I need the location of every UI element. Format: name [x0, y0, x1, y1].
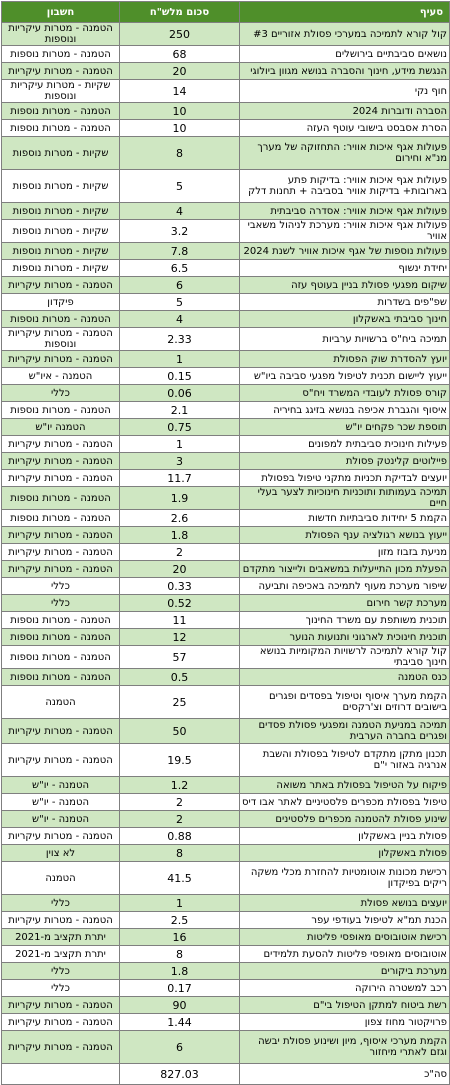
table-row [2, 402, 450, 419]
header-item: סעיף [240, 2, 450, 23]
cell-item: פסולת בניין באשקלון [240, 828, 450, 845]
cell-amount: 68 [120, 46, 240, 63]
cell-amount: 6 [120, 277, 240, 294]
table-row [2, 368, 450, 385]
cell-amount: 2 [120, 811, 240, 828]
cell-amount: 8 [120, 946, 240, 963]
table-row [2, 612, 450, 629]
cell-amount: 5 [120, 294, 240, 311]
table-row [2, 946, 450, 963]
cell-account: כללי [2, 385, 120, 402]
cell-item: יועצים בנושא פסולת [240, 895, 450, 912]
cell-account: שקיות - מטרות נוספות [2, 260, 120, 277]
cell-amount: 7.8 [120, 243, 240, 260]
cell-account: הטמנה - מטרות עיקריות [2, 1031, 120, 1064]
table-row [2, 1014, 450, 1031]
cell-account: הטמנה - יו"ש [2, 777, 120, 794]
cell-account: כללי [2, 980, 120, 997]
table-row [2, 220, 450, 243]
cell-item: נושאים סביבתיים בירושלים [240, 46, 450, 63]
table-row [2, 328, 450, 351]
cell-item: רכב למשטרה הירוקה [240, 980, 450, 997]
table-row [2, 980, 450, 997]
cell-amount: 1.8 [120, 963, 240, 980]
cell-amount: 1 [120, 895, 240, 912]
cell-amount: 0.06 [120, 385, 240, 402]
cell-item: יועצים לבדיקת תכניות מתקני טיפול בפסולת [240, 470, 450, 487]
cell-item: רשת ביטוח למתקן הטיפול בי"ם [240, 997, 450, 1014]
table-row [2, 561, 450, 578]
cell-item: כנס הטמנה [240, 669, 450, 686]
cell-item: הפעלת מכון התייעלות במשאבים ולייצור מתקדם [240, 561, 450, 578]
cell-account: הטמנה - מטרות נוספות [2, 629, 120, 646]
table-row [2, 811, 450, 828]
cell-account: שקיות - מטרות נוספות [2, 137, 120, 170]
table-row [2, 487, 450, 510]
cell-amount: 4 [120, 203, 240, 220]
cell-account: הטמנה - מטרות עיקריות [2, 453, 120, 470]
cell-account: הטמנה - מטרות עיקריות [2, 277, 120, 294]
cell-account: שקיות - מטרות נוספות [2, 220, 120, 243]
table-row [2, 544, 450, 561]
table-row [2, 419, 450, 436]
cell-amount: 0.17 [120, 980, 240, 997]
cell-account: שקיות - מטרות נוספות [2, 243, 120, 260]
cell-account: הטמנה - מטרות עיקריות [2, 544, 120, 561]
table-row [2, 719, 450, 744]
cell-amount: 1.2 [120, 777, 240, 794]
table-row [2, 997, 450, 1014]
cell-amount: 11.7 [120, 470, 240, 487]
cell-amount: 5 [120, 170, 240, 203]
table-row [2, 527, 450, 544]
table-row [2, 203, 450, 220]
cell-item: שפ"פים בשדרות [240, 294, 450, 311]
table-row [2, 510, 450, 527]
table-row [2, 963, 450, 980]
table-row [2, 46, 450, 63]
table-row [2, 686, 450, 719]
table-row [2, 453, 450, 470]
total-row [2, 1064, 450, 1085]
table-row [2, 170, 450, 203]
table-row [2, 578, 450, 595]
cell-item: פסולת באשקלון [240, 845, 450, 862]
cell-amount: 0.5 [120, 669, 240, 686]
table-row [2, 385, 450, 402]
cell-item: פעולות אגף איכות אוויר: אסדרה סביבתית [240, 203, 450, 220]
table-row [2, 311, 450, 328]
cell-amount: 2.5 [120, 912, 240, 929]
cell-item: איסוף והגברת אכיפה בנושא בזיגג בחיריה [240, 402, 450, 419]
cell-amount: 8 [120, 137, 240, 170]
cell-amount: 2 [120, 544, 240, 561]
cell-amount: 19.5 [120, 744, 240, 777]
cell-account: הטמנה [2, 686, 120, 719]
table-row [2, 862, 450, 895]
cell-item: פרויקטור מחוז צפון [240, 1014, 450, 1031]
cell-amount: 0.33 [120, 578, 240, 595]
cell-account: הטמנה - מטרות עיקריות [2, 527, 120, 544]
table-row [2, 260, 450, 277]
cell-amount: 0.15 [120, 368, 240, 385]
cell-item: חינוך סביבתי באשקלון [240, 311, 450, 328]
cell-account: הטמנה - מטרות עיקריות [2, 470, 120, 487]
cell-amount: 1.9 [120, 487, 240, 510]
cell-item: הקמת מערך איסוף וטיפול בפסדים ופגרים בישובים דרוזים וצ'רקסים [240, 686, 450, 719]
cell-account: יתרת תקציב מ-2021 [2, 929, 120, 946]
cell-amount: 2.1 [120, 402, 240, 419]
cell-account: שקיות - מטרות עיקריות ונוספות [2, 80, 120, 103]
cell-amount: 20 [120, 63, 240, 80]
table-row [2, 103, 450, 120]
cell-amount: 2.33 [120, 328, 240, 351]
cell-account: הטמנה - מטרות עיקריות ונוספות [2, 328, 120, 351]
cell-amount: 20 [120, 561, 240, 578]
cell-amount: 0.88 [120, 828, 240, 845]
cell-account: הטמנה - מטרות עיקריות ונוספות [2, 23, 120, 46]
cell-account: פיקדון [2, 294, 120, 311]
cell-amount: 8 [120, 845, 240, 862]
table-row [2, 828, 450, 845]
table-row [2, 294, 450, 311]
cell-item: תוספת שכר פקחים יו"ש [240, 419, 450, 436]
cell-amount: 250 [120, 23, 240, 46]
cell-item: הקמת 5 יחידות סביבתיות חדשות [240, 510, 450, 527]
total-amount: 827.03 [120, 1064, 240, 1085]
cell-account: כללי [2, 963, 120, 980]
table-row [2, 23, 450, 46]
cell-amount: 57 [120, 646, 240, 669]
cell-account: לא צוין [2, 845, 120, 862]
cell-account: הטמנה - מטרות נוספות [2, 46, 120, 63]
table-row [2, 777, 450, 794]
table-row [2, 120, 450, 137]
table-row [2, 470, 450, 487]
cell-amount: 6 [120, 1031, 240, 1064]
cell-amount: 16 [120, 929, 240, 946]
cell-account: כללי [2, 895, 120, 912]
cell-amount: 3.2 [120, 220, 240, 243]
cell-item: רכישת אוטובוסים מאופסי פליטות [240, 929, 450, 946]
cell-item: תוכנית משותפת עם משרד החינוך [240, 612, 450, 629]
header-amount: סכום מלש"ח [120, 2, 240, 23]
cell-account: הטמנה - מטרות נוספות [2, 646, 120, 669]
cell-item: שינוע פסולת להטמנה מכפרים פלסטינים [240, 811, 450, 828]
table-row [2, 895, 450, 912]
cell-amount: 6.5 [120, 260, 240, 277]
cell-account: הטמנה - מטרות נוספות [2, 669, 120, 686]
table-row [2, 137, 450, 170]
table-row [2, 669, 450, 686]
cell-item: רכישת מכונות אוטומטיות להחזרת מכלי משקה ריקים בפיקדון [240, 862, 450, 895]
total-label: סה"כ [240, 1064, 450, 1085]
cell-item: פיילוטים קלינטק פסולת [240, 453, 450, 470]
table-row [2, 80, 450, 103]
cell-account: כללי [2, 595, 120, 612]
cell-account: יתרת תקציב מ-2021 [2, 946, 120, 963]
cell-account: הטמנה - מטרות נוספות [2, 120, 120, 137]
cell-amount: 0.52 [120, 595, 240, 612]
table-row [2, 744, 450, 777]
cell-item: חוף נקי [240, 80, 450, 103]
cell-account: הטמנה - מטרות עיקריות [2, 912, 120, 929]
cell-amount: 11 [120, 612, 240, 629]
cell-amount: 25 [120, 686, 240, 719]
cell-amount: 41.5 [120, 862, 240, 895]
cell-item: תמיכה ביח"ס ברשויות ערביות [240, 328, 450, 351]
cell-item: קול קורא לתמיכה לרשויות המקומיות בנושא חינוך סביבתי [240, 646, 450, 669]
cell-item: קול קורא לתמיכה במערכי פסולת אזוריים #3 [240, 23, 450, 46]
cell-item: פעולות נוספות של אגף איכות אוויר לשנת 2024 [240, 243, 450, 260]
cell-amount: 0.75 [120, 419, 240, 436]
cell-item: הקמת מערכי איסוף, מיון ושינוע פסולת יבשה וגזם לאתרי מיחזור [240, 1031, 450, 1064]
cell-account: הטמנה - איו"ש [2, 368, 120, 385]
cell-account: הטמנה - יו"ש [2, 811, 120, 828]
cell-account: הטמנה יו"ש [2, 419, 120, 436]
cell-account: הטמנה - מטרות עיקריות [2, 63, 120, 80]
cell-amount: 1 [120, 351, 240, 368]
cell-amount: 90 [120, 997, 240, 1014]
cell-item: תמיכה בעמותות ותוכניות חינוכיות לצער בעלי חיים [240, 487, 450, 510]
cell-amount: 14 [120, 80, 240, 103]
table-row [2, 912, 450, 929]
cell-account: הטמנה - מטרות עיקריות [2, 1014, 120, 1031]
header-account: חשבון [2, 2, 120, 23]
table-row [2, 629, 450, 646]
cell-account: שקיות - מטרות נוספות [2, 203, 120, 220]
cell-account: הטמנה - מטרות עיקריות [2, 828, 120, 845]
total-account [2, 1064, 120, 1085]
cell-amount: 1 [120, 436, 240, 453]
cell-item: קורס פסולת לעובדי המשרד ויח"ס [240, 385, 450, 402]
cell-account: הטמנה - מטרות נוספות [2, 311, 120, 328]
cell-item: הסרת אסבסט בישובי עוטף העזה [240, 120, 450, 137]
cell-account: הטמנה - מטרות עיקריות [2, 744, 120, 777]
cell-item: הנגשת מידע, חינוך והסברה בנושא מגוון ביולוגי [240, 63, 450, 80]
cell-item: טיפול בפסולת מכפרים פלסטיניים לאתר אבו דיס [240, 794, 450, 811]
cell-amount: 12 [120, 629, 240, 646]
cell-account: הטמנה - מטרות נוספות [2, 103, 120, 120]
cell-item: תמיכה במניעת הטמנה ומפגעי פסולת פסדים ופגרים בחברה הערבית [240, 719, 450, 744]
table-row [2, 595, 450, 612]
cell-amount: 2.6 [120, 510, 240, 527]
cell-amount: 10 [120, 120, 240, 137]
cell-account: הטמנה - מטרות עיקריות [2, 997, 120, 1014]
cell-account: הטמנה [2, 862, 120, 895]
header-row [2, 2, 450, 23]
cell-account: הטמנה - מטרות נוספות [2, 510, 120, 527]
cell-account: הטמנה - מטרות עיקריות [2, 719, 120, 744]
cell-item: פעולות אגף איכות אוויר: בדיקות פתע בארובות+ בדיקות אוויר בסביבה + תחנות דלק [240, 170, 450, 203]
cell-account: הטמנה - מטרות עיקריות [2, 436, 120, 453]
cell-account: הטמנה - מטרות עיקריות [2, 561, 120, 578]
cell-amount: 1.8 [120, 527, 240, 544]
cell-account: הטמנה - מטרות נוספות [2, 402, 120, 419]
cell-item: פעילות חינוכית סביבתית למפונים [240, 436, 450, 453]
cell-item: הכנת תמ"א לטיפול בעודפי עפר [240, 912, 450, 929]
cell-amount: 2 [120, 794, 240, 811]
cell-item: יחידת ינשוף [240, 260, 450, 277]
cell-account: הטמנה - יו"ש [2, 794, 120, 811]
cell-item: אוטובוסים מאופסי פליטות להסעת תלמידים [240, 946, 450, 963]
cell-item: פעולות אגף איכות אוויר: התחזוקה של מערך מנ"א וחירום [240, 137, 450, 170]
table-row [2, 794, 450, 811]
table-row [2, 929, 450, 946]
cell-account: שקיות - מטרות נוספות [2, 170, 120, 203]
cell-amount: 50 [120, 719, 240, 744]
table-row [2, 277, 450, 294]
cell-amount: 1.44 [120, 1014, 240, 1031]
table-row [2, 243, 450, 260]
cell-item: מערכת קשר חירום [240, 595, 450, 612]
cell-item: ייעוץ ליישום תכנית לטיפול מפגעי סביבה ביו"ש [240, 368, 450, 385]
table-row [2, 351, 450, 368]
cell-item: תוכנית חינוכית לארגוני ותנועות הנוער [240, 629, 450, 646]
cell-account: הטמנה - מטרות עיקריות [2, 351, 120, 368]
table-row [2, 646, 450, 669]
cell-item: מערכת ביקורים [240, 963, 450, 980]
cell-account: כללי [2, 578, 120, 595]
cell-item: פיקוח על הטיפול בפסולת באתר משואה [240, 777, 450, 794]
cell-item: ייעוץ בנושא רגולציה ענף הפסולת [240, 527, 450, 544]
cell-item: יועץ להסדרת שוק הפסולת [240, 351, 450, 368]
cell-item: תכנון מתקן מתקדם לטיפול בפסולת והשבת אנרגיה באזור י"ם [240, 744, 450, 777]
table-row [2, 845, 450, 862]
cell-amount: 3 [120, 453, 240, 470]
table-row [2, 436, 450, 453]
cell-item: מניעת בזבוז מזון [240, 544, 450, 561]
cell-item: פעולות אגף איכות אוויר: מערכת לניהול משאבי אוויר [240, 220, 450, 243]
cell-account: הטמנה - מטרות נוספות [2, 612, 120, 629]
cell-item: שיקום מפגעי פסולת בניין בעוטף עזה [240, 277, 450, 294]
budget-table [1, 1, 450, 1085]
table-row [2, 1031, 450, 1064]
cell-account: הטמנה - מטרות נוספות [2, 487, 120, 510]
cell-amount: 10 [120, 103, 240, 120]
cell-item: הסברה ודוברות 2024 [240, 103, 450, 120]
cell-item: שיפור מערכת מעוף לתמיכה באכיפה ותביעה [240, 578, 450, 595]
cell-amount: 4 [120, 311, 240, 328]
table-row [2, 63, 450, 80]
